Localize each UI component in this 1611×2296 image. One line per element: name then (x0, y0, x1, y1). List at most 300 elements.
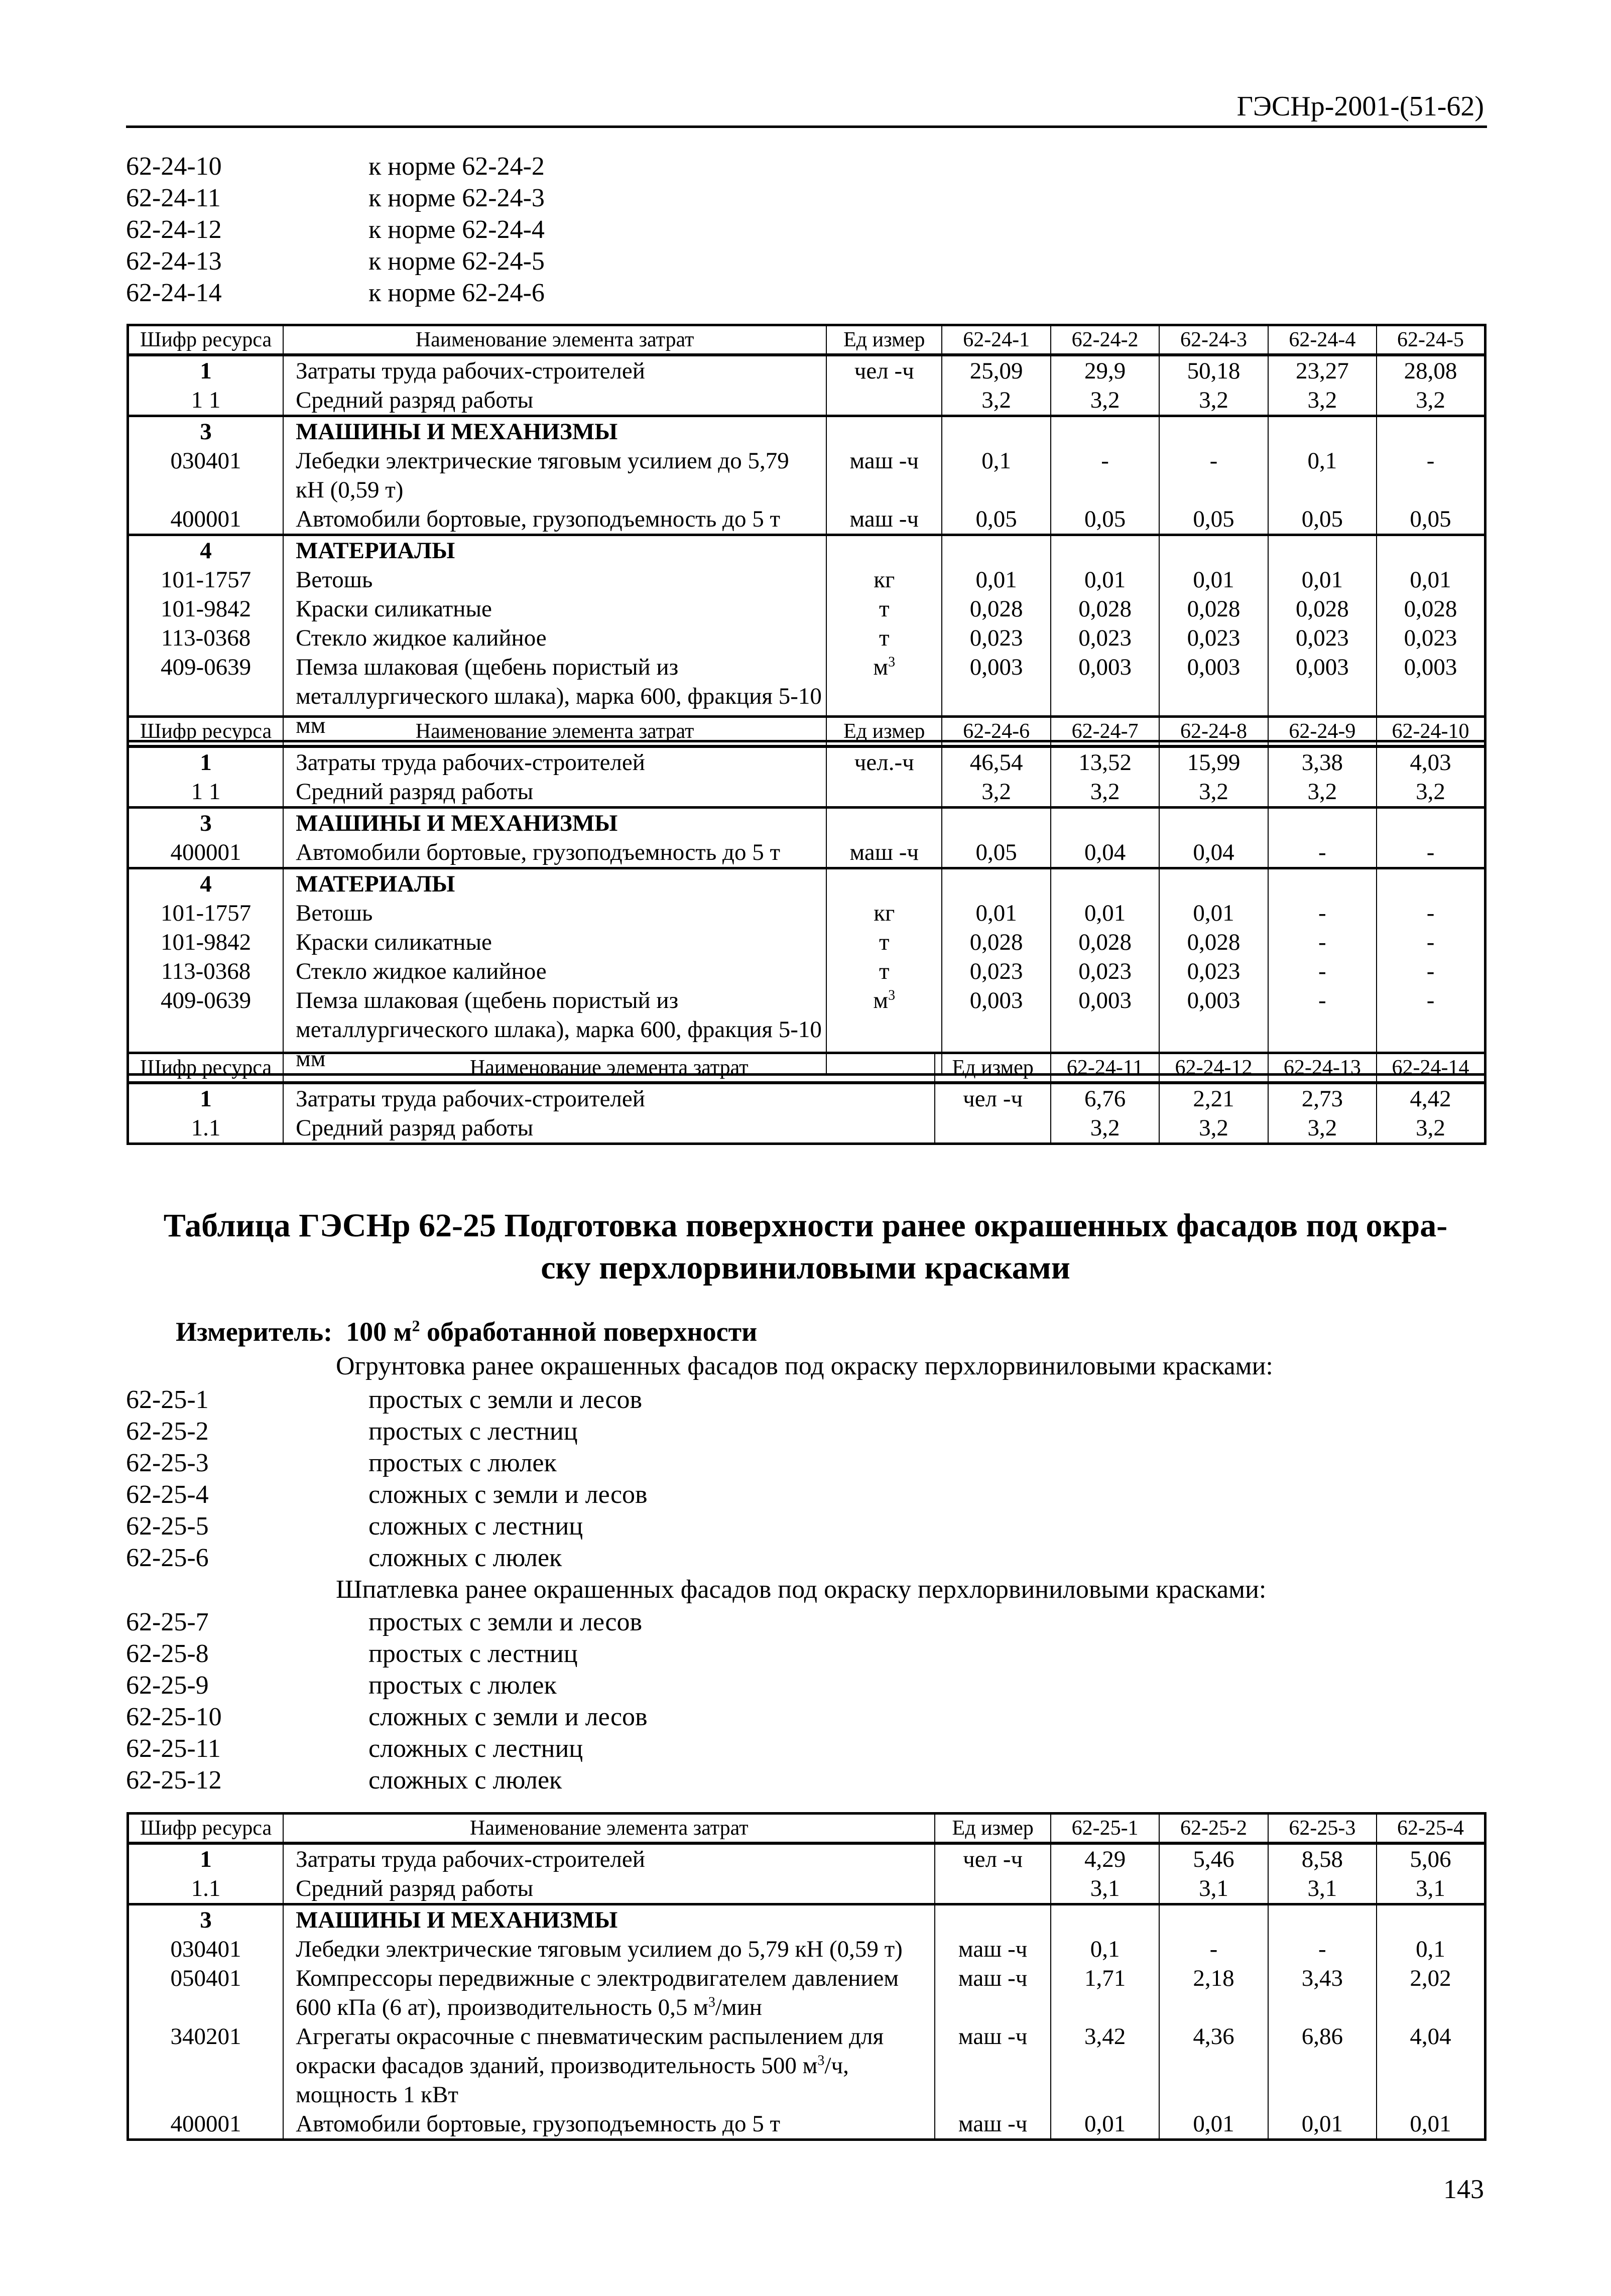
norm-value (1268, 868, 1377, 899)
table-row (128, 899, 1485, 928)
superscript: 3 (888, 654, 896, 670)
norm-value: 0,01 (1159, 565, 1268, 594)
norm-value: - (1377, 928, 1485, 957)
header-cost-element: Наименование элемента затрат (283, 325, 826, 355)
norm-value: 0,028 (1159, 928, 1268, 957)
group1-heading: Огрунтовка ранее окрашенных фасадов под окраску перхлорвиниловыми красками: (336, 1352, 1273, 1380)
norm-value: - (1377, 838, 1485, 868)
superscript: 3 (708, 1994, 715, 2010)
resource-code: 409-0639 (128, 653, 284, 741)
unit: маш -ч (826, 504, 942, 535)
norm-description: сложных с люлек (368, 1544, 562, 1572)
norm-value (942, 868, 1050, 899)
resource-code: 101-1757 (128, 899, 284, 928)
cost-element-name: Лебедки электрические тяговым усилием до 5,79 кН (0,59 т) (283, 446, 826, 504)
table-header-row (128, 325, 1485, 355)
table-row (128, 1113, 1485, 1144)
unit: маш -ч (826, 446, 942, 504)
table-row (128, 1843, 1485, 1874)
norm-value: - (1377, 957, 1485, 986)
header-resource-code: Шифр ресурса (128, 325, 284, 355)
table-row (128, 446, 1485, 504)
header-norm-column: 62-24-4 (1268, 325, 1377, 355)
norm-value: 3,2 (1159, 1113, 1268, 1144)
unit (826, 416, 942, 447)
resource-table-62-25-1-4 (127, 1812, 1486, 2141)
norm-code: 62-25-6 (126, 1544, 209, 1572)
norm-description: сложных с лестниц (368, 1734, 583, 1763)
norm-description: сложных с земли и лесов (368, 1480, 648, 1509)
norm-value: 1,71 (1051, 1964, 1159, 2022)
norm-code: 62-24-10 (126, 152, 222, 181)
header-norm-column: 62-25-1 (1051, 1814, 1159, 1844)
cost-element-name: МАШИНЫ И МЕХАНИЗМЫ (283, 1904, 935, 1935)
resource-code: 400001 (128, 838, 284, 868)
norm-value: 0,05 (942, 838, 1050, 868)
norm-value: 0,05 (1268, 504, 1377, 535)
resource-code: 113-0368 (128, 957, 284, 986)
cost-element-name: МАШИНЫ И МЕХАНИЗМЫ (283, 416, 826, 447)
cost-element-name: Затраты труда рабочих-строителей (283, 355, 826, 386)
norm-value: 3,2 (942, 777, 1050, 808)
table-row (128, 1964, 1485, 2022)
norm-value: 5,46 (1159, 1843, 1268, 1874)
norm-value: 0,003 (1377, 653, 1485, 741)
norm-value: 0,003 (1159, 653, 1268, 741)
measure-label: Измеритель: (176, 1317, 333, 1347)
norm-value: 3,2 (1377, 386, 1485, 416)
norm-value: 3,2 (1051, 386, 1159, 416)
resource-code: 4 (128, 868, 284, 899)
norm-value: 0,023 (1159, 623, 1268, 653)
running-header-text: ГЭСНр-2001-(51-62) (1236, 91, 1484, 122)
norm-description: простых с лестниц (368, 1639, 578, 1668)
norm-value: 0,01 (1268, 565, 1377, 594)
norm-value: 0,05 (1051, 504, 1159, 535)
norm-value: 3,42 (1051, 2022, 1159, 2109)
norm-value: 3,2 (942, 386, 1050, 416)
norm-value: 3,1 (1159, 1874, 1268, 1904)
resource-code: 1 1 (128, 777, 284, 808)
unit (935, 1904, 1050, 1935)
norm-value: - (1159, 446, 1268, 504)
table-row (128, 1904, 1485, 1935)
norm-code: 62-25-5 (126, 1512, 209, 1541)
norm-value (1268, 535, 1377, 566)
norm-value (942, 808, 1050, 838)
norm-value (1051, 808, 1159, 838)
norm-code: 62-25-10 (126, 1703, 222, 1731)
unit: маш -ч (826, 838, 942, 868)
resource-code: 1.1 (128, 1113, 284, 1144)
norm-value: 0,028 (942, 928, 1050, 957)
header-rule (126, 125, 1487, 128)
norm-value (942, 535, 1050, 566)
norm-value: 0,01 (942, 565, 1050, 594)
table-row (128, 1874, 1485, 1904)
norm-value: 0,003 (942, 653, 1050, 741)
norm-value (1377, 868, 1485, 899)
norm-value: 0,023 (1051, 623, 1159, 653)
norm-description: простых с земли и лесов (368, 1385, 643, 1414)
norm-value: 0,023 (1051, 957, 1159, 986)
table-row (128, 2022, 1485, 2109)
norm-value: 0,05 (1159, 504, 1268, 535)
norm-code: 62-25-12 (126, 1766, 222, 1795)
page-number: 143 (1443, 2174, 1484, 2204)
norm-value: 0,01 (1159, 899, 1268, 928)
cost-element-name: Пемза шлаковая (щебень пористый из металлургического шлака), марка 600, фракция 5-10 мм (283, 653, 826, 741)
norm-code: 62-24-13 (126, 247, 222, 276)
resource-table-62-24-11-14 (127, 1052, 1486, 1145)
norm-code: 62-25-3 (126, 1449, 209, 1477)
norm-value: 3,2 (1377, 777, 1485, 808)
cost-element-name: Стекло жидкое калийное (283, 623, 826, 653)
norm-description: простых с люлек (368, 1449, 557, 1477)
unit (826, 868, 942, 899)
unit: чел -ч (935, 1843, 1050, 1874)
cost-element-name: Стекло жидкое калийное (283, 957, 826, 986)
cost-element-name: Пемза шлаковая (щебень пористый из металлургического шлака), марка 600, фракция 5-10 мм (283, 986, 826, 1075)
table-row (128, 504, 1485, 535)
resource-code: 101-9842 (128, 594, 284, 623)
norm-value: - (1268, 1935, 1377, 1964)
norm-value: 0,1 (942, 446, 1050, 504)
norm-value: - (1268, 899, 1377, 928)
norm-code: 62-25-4 (126, 1480, 209, 1509)
norm-value: 4,29 (1051, 1843, 1159, 1874)
header-norm-column: 62-25-4 (1377, 1814, 1485, 1844)
norm-value: 0,003 (1051, 986, 1159, 1075)
resource-code: 030401 (128, 1935, 284, 1964)
table-row (128, 746, 1485, 777)
cost-element-name: Краски силикатные (283, 928, 826, 957)
norm-value: 23,27 (1268, 355, 1377, 386)
norm-value: 0,01 (1377, 2109, 1485, 2140)
header-norm-column: 62-24-12 (1159, 1053, 1268, 1083)
group2-code-list (126, 1606, 879, 1797)
norm-code: 62-24-14 (126, 279, 222, 307)
cost-element-name: Лебедки электрические тяговым усилием до 5,79 кН (0,59 т) (283, 1935, 935, 1964)
table-row (128, 868, 1485, 899)
cost-element-name: Автомобили бортовые, грузоподъемность до 5 т (283, 838, 826, 868)
resource-code: 101-9842 (128, 928, 284, 957)
norm-code: 62-25-11 (126, 1734, 221, 1763)
unit: кг (826, 899, 942, 928)
resource-code: 400001 (128, 504, 284, 535)
norm-value: 3,1 (1268, 1874, 1377, 1904)
norm-value: 0,01 (1268, 2109, 1377, 2140)
cost-element-name: Ветошь (283, 565, 826, 594)
norm-value: 3,43 (1268, 1964, 1377, 2022)
norm-code: 62-25-9 (126, 1671, 209, 1700)
norm-value: 0,023 (942, 957, 1050, 986)
norm-value: 0,023 (1159, 957, 1268, 986)
norm-value (1377, 535, 1485, 566)
norm-description: к норме 62-24-4 (368, 215, 545, 244)
norm-value: 25,09 (942, 355, 1050, 386)
table-row (128, 808, 1485, 838)
unit: чел.-ч (826, 746, 942, 777)
unit: чел -ч (826, 355, 942, 386)
norm-value: 0,003 (1268, 653, 1377, 741)
norm-value (1159, 535, 1268, 566)
header-norm-column: 62-24-10 (1377, 717, 1485, 747)
cost-element-name: Средний разряд работы (283, 1874, 935, 1904)
norm-value: 0,003 (1051, 653, 1159, 741)
norm-value: 3,2 (1268, 1113, 1377, 1144)
norm-value: 0,028 (942, 594, 1050, 623)
header-resource-code: Шифр ресурса (128, 1053, 284, 1083)
norm-value: 3,2 (1051, 1113, 1159, 1144)
header-norm-column: 62-24-3 (1159, 325, 1268, 355)
unit (826, 535, 942, 566)
section-title-line2: ску перхлорвиниловыми красками (541, 1249, 1070, 1286)
resource-code: 3 (128, 808, 284, 838)
cost-element-name: МАШИНЫ И МЕХАНИЗМЫ (283, 808, 826, 838)
norm-value: 3,2 (1377, 1113, 1485, 1144)
norm-value: - (1051, 446, 1159, 504)
norm-value (1051, 416, 1159, 447)
resource-code: 409-0639 (128, 986, 284, 1075)
header-norm-column: 62-24-9 (1268, 717, 1377, 747)
norm-value (1051, 535, 1159, 566)
cost-element-name: Компрессоры передвижные с электродвигателем давлением 600 кПа (6 ат), производительность 0,5 $м^3$/мин (283, 1964, 935, 2022)
norm-value: 5,06 (1377, 1843, 1485, 1874)
unit (826, 777, 942, 808)
norm-code: 62-25-2 (126, 1417, 209, 1446)
norm-value: 2,73 (1268, 1083, 1377, 1113)
table-header-row (128, 717, 1485, 747)
top-code-list (126, 151, 879, 311)
norm-value: 4,04 (1377, 2022, 1485, 2109)
unit: т (826, 623, 942, 653)
cost-element-name: Средний разряд работы (283, 386, 826, 416)
norm-value: 3,2 (1268, 777, 1377, 808)
resource-code: 050401 (128, 1964, 284, 2022)
header-norm-column: 62-24-13 (1268, 1053, 1377, 1083)
norm-description: к норме 62-24-6 (368, 279, 545, 307)
unit: маш -ч (935, 2109, 1050, 2140)
norm-value: - (1268, 986, 1377, 1075)
norm-value (1159, 416, 1268, 447)
header-cost-element: Наименование элемента затрат (283, 717, 826, 747)
norm-value: 3,38 (1268, 746, 1377, 777)
norm-description: к норме 62-24-2 (368, 152, 545, 181)
section-title-line1: Таблица ГЭСНр 62-25 Подготовка поверхности ранее окрашенных фасадов под окра- (163, 1207, 1448, 1244)
resource-code: 1 (128, 746, 284, 777)
norm-value: 0,05 (942, 504, 1050, 535)
resource-code: 1 (128, 1843, 284, 1874)
norm-value: 28,08 (1377, 355, 1485, 386)
unit: т (826, 594, 942, 623)
unit: т (826, 928, 942, 957)
cost-element-name: Средний разряд работы (283, 1113, 935, 1144)
table-row (128, 2109, 1485, 2140)
norm-description: простых с земли и лесов (368, 1608, 643, 1636)
norm-code: 62-24-11 (126, 184, 221, 212)
cost-element-name: Краски силикатные (283, 594, 826, 623)
resource-code: 113-0368 (128, 623, 284, 653)
unit (826, 386, 942, 416)
table-row (128, 535, 1485, 566)
norm-value: 0,04 (1051, 838, 1159, 868)
norm-value (1159, 808, 1268, 838)
header-norm-column: 62-24-6 (942, 717, 1050, 747)
cost-element-name: Автомобили бортовые, грузоподъемность до 5 т (283, 504, 826, 535)
norm-value: 0,05 (1377, 504, 1485, 535)
norm-value: 0,023 (942, 623, 1050, 653)
norm-value: 0,1 (1268, 446, 1377, 504)
cost-element-name: Агрегаты окрасочные с пневматическим распылением для окраски фасадов зданий, производительность 500 $м^3/ч$, мощность 1 кВт (283, 2022, 935, 2109)
norm-value: - (1159, 1935, 1268, 1964)
norm-value: 0,01 (1051, 2109, 1159, 2140)
superscript: 3 (888, 987, 896, 1003)
header-norm-column: 62-24-14 (1377, 1053, 1485, 1083)
measure-value-suffix: обработанной поверхности (420, 1317, 758, 1347)
table-row (128, 1083, 1485, 1113)
norm-description: к норме 62-24-3 (368, 184, 545, 212)
norm-value: 46,54 (942, 746, 1050, 777)
norm-value (1377, 416, 1485, 447)
norm-value (1268, 416, 1377, 447)
norm-value: 4,42 (1377, 1083, 1485, 1113)
header-cost-element: Наименование элемента затрат (283, 1053, 935, 1083)
resource-code: 3 (128, 416, 284, 447)
norm-value: 4,36 (1159, 2022, 1268, 2109)
resource-code: 1 1 (128, 386, 284, 416)
table-row (128, 1935, 1485, 1964)
norm-value: - (1377, 986, 1485, 1075)
header-unit: Ед измер (826, 325, 942, 355)
unit (826, 808, 942, 838)
cost-element-name: Автомобили бортовые, грузоподъемность до 5 т (283, 2109, 935, 2140)
resource-table-62-24-6-10 (127, 715, 1486, 1076)
norm-value: 2,02 (1377, 1964, 1485, 2022)
norm-value (1268, 1904, 1377, 1935)
norm-value: 0,1 (1051, 1935, 1159, 1964)
norm-code: 62-24-12 (126, 215, 222, 244)
header-norm-column: 62-25-2 (1159, 1814, 1268, 1844)
unit (935, 1113, 1050, 1144)
table-row (128, 623, 1485, 653)
norm-value: 15,99 (1159, 746, 1268, 777)
table-row (128, 416, 1485, 447)
resource-code: 1.1 (128, 1874, 284, 1904)
norm-value: 0,01 (1051, 565, 1159, 594)
header-resource-code: Шифр ресурса (128, 717, 284, 747)
table-header-row (128, 1053, 1485, 1083)
header-resource-code: Шифр ресурса (128, 1814, 284, 1844)
norm-value (1051, 868, 1159, 899)
norm-value: 0,028 (1268, 594, 1377, 623)
header-unit: Ед измер (935, 1053, 1050, 1083)
cost-element-name: Затраты труда рабочих-строителей (283, 1843, 935, 1874)
header-norm-column: 62-24-8 (1159, 717, 1268, 747)
norm-value: 0,1 (1377, 1935, 1485, 1964)
section-title (0, 1205, 1611, 1289)
measure-line (176, 1316, 757, 1347)
norm-value: 0,01 (1051, 899, 1159, 928)
superscript: 3 (817, 2053, 825, 2069)
resource-code: 101-1757 (128, 565, 284, 594)
unit: маш -ч (935, 1964, 1050, 2022)
norm-value: 0,01 (1377, 565, 1485, 594)
resource-code: 340201 (128, 2022, 284, 2109)
norm-value: 50,18 (1159, 355, 1268, 386)
norm-value: 2,18 (1159, 1964, 1268, 2022)
norm-value (1159, 868, 1268, 899)
norm-value: 3,2 (1159, 386, 1268, 416)
norm-value: 0,028 (1051, 594, 1159, 623)
cost-element-name: Затраты труда рабочих-строителей (283, 1083, 935, 1113)
norm-value: - (1268, 957, 1377, 986)
unit: $м^3$ (826, 653, 942, 741)
norm-value: 8,58 (1268, 1843, 1377, 1874)
resource-code: 4 (128, 535, 284, 566)
cost-element-name: МАТЕРИАЛЫ (283, 868, 826, 899)
norm-description: к норме 62-24-5 (368, 247, 545, 276)
resource-code: 1 (128, 1083, 284, 1113)
norm-value: 0,04 (1159, 838, 1268, 868)
table-row (128, 777, 1485, 808)
table-row (128, 565, 1485, 594)
norm-value (1051, 1904, 1159, 1935)
running-header (1237, 90, 1484, 122)
table-row (128, 838, 1485, 868)
resource-code: 1 (128, 355, 284, 386)
resource-table-62-24-1-5 (127, 324, 1486, 742)
table-row (128, 957, 1485, 986)
unit: кг (826, 565, 942, 594)
norm-value: 0,028 (1051, 928, 1159, 957)
table-header-row (128, 1814, 1485, 1844)
norm-value: 0,028 (1377, 594, 1485, 623)
table-row (128, 386, 1485, 416)
norm-description: простых с люлек (368, 1671, 557, 1700)
group1-code-list (126, 1384, 879, 1575)
header-norm-column: 62-24-5 (1377, 325, 1485, 355)
header-unit: Ед измер (935, 1814, 1050, 1844)
norm-value: 29,9 (1051, 355, 1159, 386)
cost-element-name: Средний разряд работы (283, 777, 826, 808)
norm-value: 4,03 (1377, 746, 1485, 777)
header-norm-column: 62-24-1 (942, 325, 1050, 355)
unit: $м^3$ (826, 986, 942, 1075)
norm-value (1159, 1904, 1268, 1935)
table-row (128, 594, 1485, 623)
norm-code: 62-25-8 (126, 1639, 209, 1668)
norm-code: 62-25-1 (126, 1385, 209, 1414)
cost-element-name: Затраты труда рабочих-строителей (283, 746, 826, 777)
norm-description: простых с лестниц (368, 1417, 578, 1446)
unit: маш -ч (935, 2022, 1050, 2109)
table-row (128, 355, 1485, 386)
norm-value: 0,028 (1159, 594, 1268, 623)
norm-description: сложных с лестниц (368, 1512, 583, 1541)
norm-value: 0,023 (1377, 623, 1485, 653)
resource-code: 400001 (128, 2109, 284, 2140)
unit (935, 1874, 1050, 1904)
norm-value: 13,52 (1051, 746, 1159, 777)
norm-value: 0,01 (1159, 2109, 1268, 2140)
unit: т (826, 957, 942, 986)
norm-value: 0,023 (1268, 623, 1377, 653)
norm-value: - (1268, 838, 1377, 868)
measure-value-prefix: 100 м (346, 1317, 412, 1347)
norm-value: - (1377, 446, 1485, 504)
norm-description: сложных с земли и лесов (368, 1703, 648, 1731)
